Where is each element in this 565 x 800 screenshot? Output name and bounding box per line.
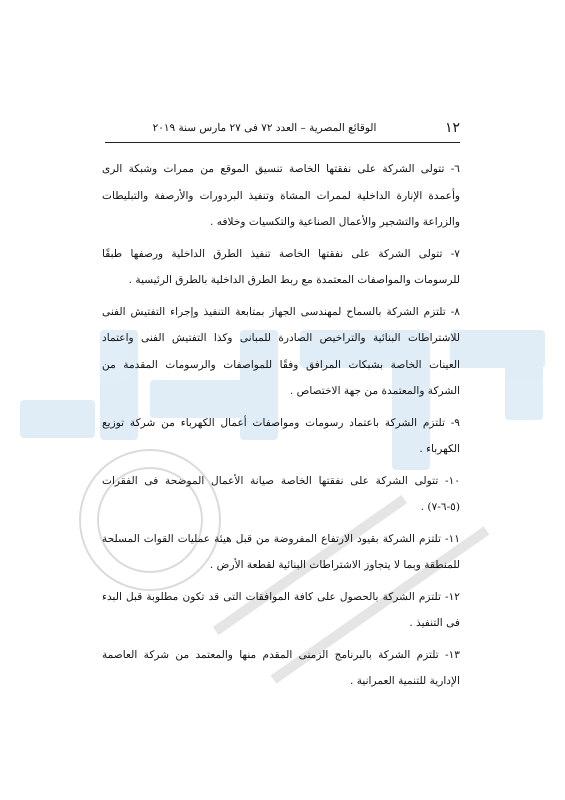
clause-13: ١٣- تلتزم الشركة بالبرنامج الزمنى المقدم منها والمعتمد من شركة العاصمة الإدارية للتنمية العمرانية . (102, 648, 460, 687)
page-header (105, 118, 460, 143)
clause-9: ٩- تلتزم الشركة باعتماد رسومات ومواصفات أعمال الكهرباء من شركة توزيع الكهرباء . (102, 416, 460, 455)
clause-10: ١٠- تتولى الشركة على نفقتها الخاصة صيانة الأعمال الموضحة فى الفقرات (٥-٦-٧) . (102, 474, 460, 513)
clause-8: ٨- تلتزم الشركة بالسماح لمهندسى الجهاز بمتابعة التنفيذ وإجراء التفتيش الفنى للاشتراطات البنائية والتراخيص الصادرة للمبانى وكذا التفتيش الفنى واعتماد العينات الخاصة بشبكات المرافق وفقًا للمواصفات والرسومات المقدمة من الشركة والمعتمدة من جهة الاختصاص . (102, 305, 460, 397)
clause-7: ٧- تتولى الشركة على نفقتها الخاصة تنفيذ الطرق الداخلية ورصفها طبقًا للرسومات والمواصفات المعتمدة مع ربط الطرق الداخلية بالطرق الرئيسية . (102, 247, 460, 286)
clause-12: ١٢- تلتزم الشركة بالحصول على كافة الموافقات التى قد تكون مطلوبة قبل البدء فى التنفيذ . (102, 590, 460, 629)
document-body (102, 156, 460, 695)
clause-6: ٦- تتولى الشركة على نفقتها الخاصة تنسيق الموقع من ممرات وشبكة الرى وأعمدة الإنارة الداخلية لممرات المشاة وتنفيذ البردورات والأرصفة والتبليطات والزراعة والتشجير والأعمال الصناعية والتكسيات وخلافه . (102, 163, 460, 228)
page-number: ١٢ (444, 120, 460, 136)
running-title: الوقائع المصرية – العدد ٧٢ فى ٢٧ مارس سنة ٢٠١٩ (152, 122, 377, 134)
clause-11: ١١- تلتزم الشركة بقيود الارتفاع المفروضة من قبل هيئة عمليات القوات المسلحة للمنطقة وبما لا يتجاوز الاشتراطات البنائية لقطعة الأرض . (102, 532, 460, 571)
